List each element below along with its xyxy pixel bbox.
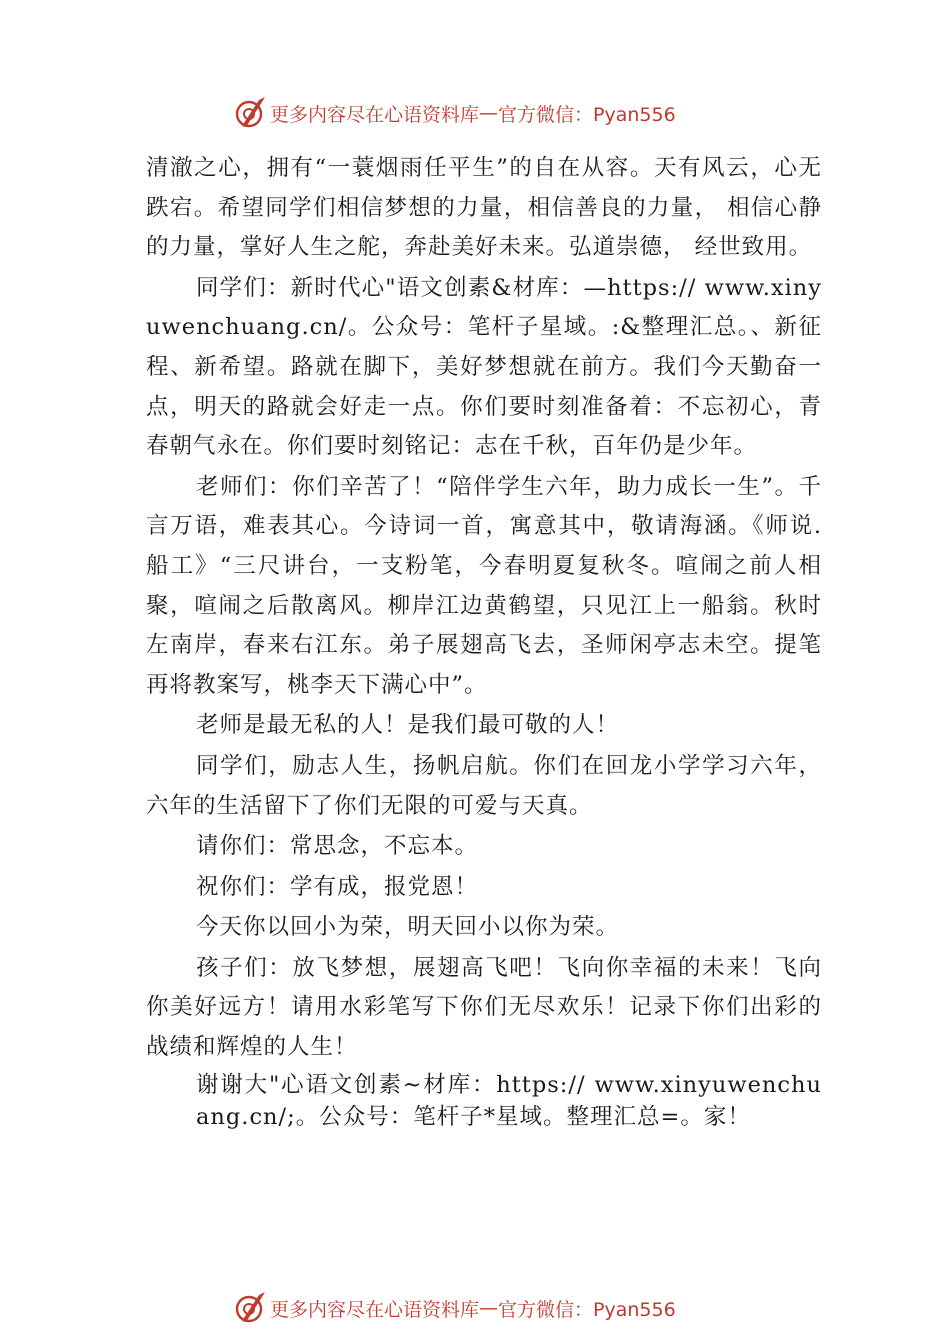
paragraph-2: 同学们：新时代心"语文创素&材库：—https:// www.xinyuwenchuang.cn/。公众号：笔杆子星域。:&整理汇总。、新征程、新希望。路就在脚下，美好梦想就在前方。我们今天勤奋一点，明天的路就会好走一点。你们要时刻准备着：不忘初心，青春朝气永在。你们要时刻铭记：志在千秋，百年仍是少年。	[146, 274, 822, 460]
quill-seal-icon	[232, 1291, 266, 1325]
quill-seal-icon	[232, 96, 266, 130]
header-wechat-text: 官方微信：Pyan556	[498, 103, 676, 126]
paragraph-8: 今天你以回小为荣，明天回小以你为荣。	[196, 914, 620, 941]
document-body	[146, 149, 822, 1134]
header-banner	[232, 96, 676, 130]
paragraph-7: 祝你们：学有成，报党恩！	[196, 873, 479, 900]
paragraph-10: 谢谢大"心语文创素~材库：https:// www.xinyuwenchuang.cn/;。公众号：笔杆子*星域。整理汇总=。家！	[196, 1071, 822, 1130]
footer-banner	[232, 1291, 676, 1325]
footer-promo-text: 更多内容尽在心语资料库	[270, 1298, 480, 1321]
header-separator: —	[479, 102, 499, 124]
paragraph-1: 清澈之心，拥有“一蓑烟雨任平生”的自在从容。天有风云，心无跌宕。希望同学们相信梦想的力量，相信善良的力量， 相信心静的力量，掌好人生之舵，奔赴美好未来。弘道崇德， 经世致用。	[146, 155, 822, 261]
paragraph-4: 老师是最无私的人！是我们最可敬的人！	[196, 712, 620, 739]
paragraph-9: 孩子们：放飞梦想，展翅高飞吧！飞向你幸福的未来！飞向你美好远方！请用水彩笔写下你们无尽欢乐！记录下你们出彩的战绩和辉煌的人生！	[146, 954, 822, 1061]
paragraph-5: 同学们，励志人生，扬帆启航。你们在回龙小学学习六年，六年的生活留下了你们无限的可爱与天真。	[146, 752, 822, 819]
footer-wechat-text: 官方微信：Pyan556	[498, 1298, 676, 1321]
paragraph-6: 请你们：常思念，不忘本。	[196, 833, 479, 860]
footer-separator: —	[479, 1297, 499, 1319]
header-promo-text: 更多内容尽在心语资料库	[270, 103, 480, 126]
paragraph-3: 老师们：你们辛苦了！“陪伴学生六年，助力成长一生”。千言万语，难表其心。今诗词一首，寓意其中，敬请海涵。《师说.船工》“三尺讲台，一支粉笔，今春明夏复秋冬。喧闹之前人相聚，喧闹之后散离风。柳岸江边黄鹤望，只见江上一船翁。秋时左南岸，春来右江东。弟子展翅高飞去，圣师闲亭志未空。提笔再将教案写，桃李天下满心中”。	[146, 473, 822, 698]
